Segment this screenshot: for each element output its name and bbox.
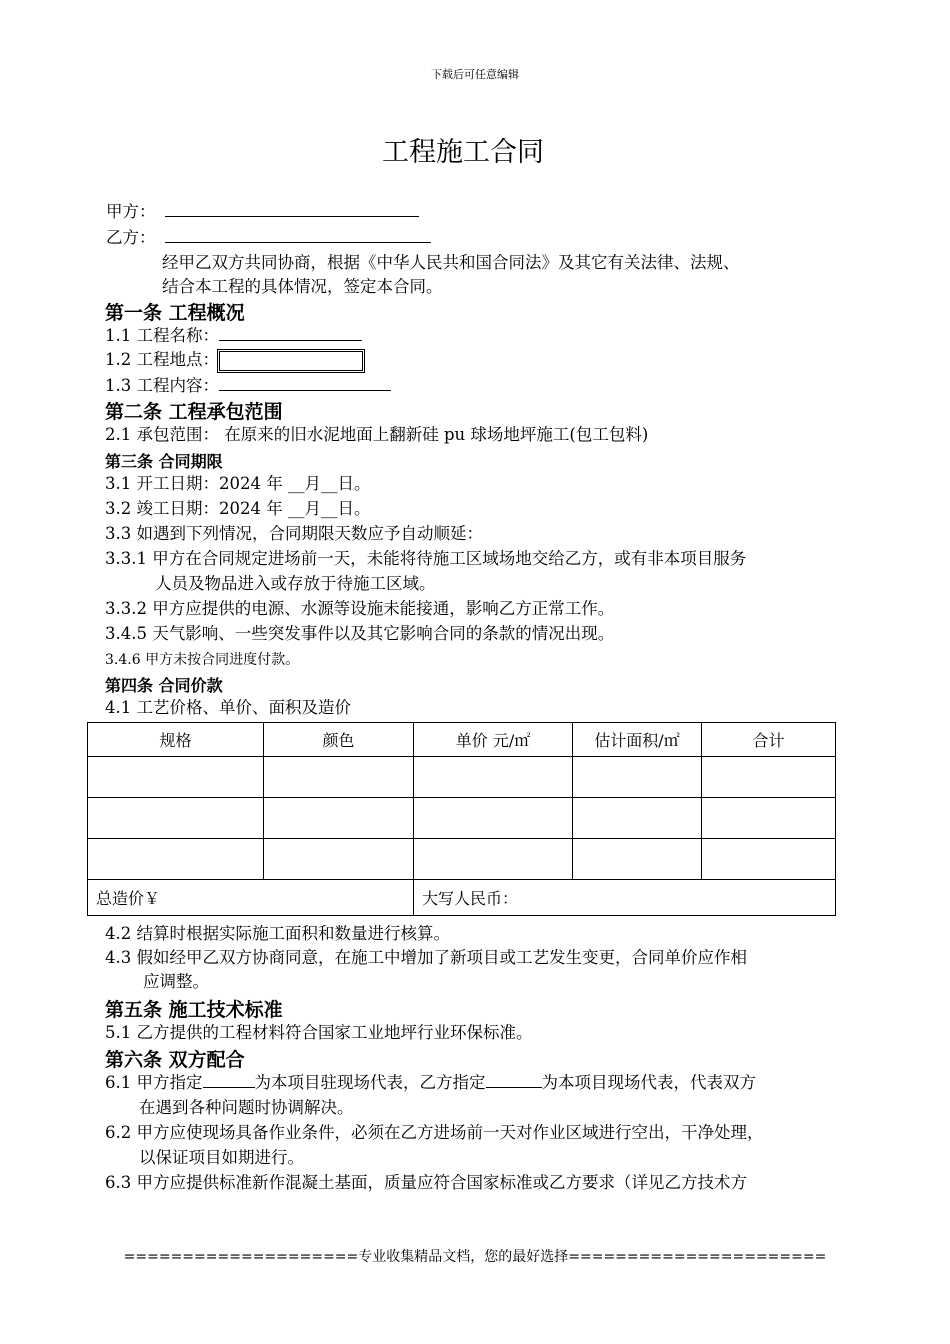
party-b-field[interactable]	[165, 228, 431, 243]
table-cell[interactable]	[573, 757, 702, 798]
table-row	[88, 798, 836, 839]
article-1-heading: 第一条 工程概况	[105, 302, 245, 324]
item-3-3-1a: 3.3.1 甲方在合同规定进场前一天，未能将待施工区域场地交给乙方，或有非本项目服务	[105, 549, 747, 568]
price-table-header-row	[88, 723, 836, 757]
item-6-3a: 6.3 甲方应提供标准新作混凝土基面，质量应符合国家标准或乙方要求（详见乙方技术方	[105, 1173, 747, 1192]
item-6-1-post: 为本项目现场代表，代表双方	[541, 1073, 756, 1092]
price-table-total-row	[88, 880, 836, 916]
project-name-label: 1.1 工程名称：	[105, 326, 219, 345]
table-cell[interactable]	[264, 757, 414, 798]
item-1-3	[105, 374, 391, 398]
footer-banner: ====================专业收集精品文档，您的最好选择======================	[123, 1249, 827, 1265]
party-a-field[interactable]	[165, 202, 419, 217]
item-1-1	[105, 324, 362, 348]
table-cell[interactable]	[702, 757, 836, 798]
intro-line-2: 结合本工程的具体情况，签定本合同。	[162, 277, 443, 296]
table-cell[interactable]	[702, 839, 836, 880]
table-cell[interactable]	[88, 798, 264, 839]
project-content-label: 1.3 工程内容：	[105, 376, 219, 395]
intro-line-1: 经甲乙双方共同协商，根据《中华人民共和国合同法》及其它有关法律、法规、	[162, 253, 740, 272]
table-cell[interactable]	[702, 798, 836, 839]
item-4-3a: 4.3 假如经甲乙双方协商同意，在施工中增加了新项目或工艺发生变更，合同单价应作相	[105, 948, 747, 967]
item-6-1-mid: 为本项目驻现场代表，乙方指定	[254, 1073, 486, 1092]
header-area: 估计面积/㎡	[573, 723, 702, 757]
item-3-3-2: 3.3.2 甲方应提供的电源、水源等设施未能接通，影响乙方正常工作。	[105, 599, 615, 618]
total-price-cell[interactable]: 总造价￥	[88, 880, 414, 916]
table-cell[interactable]	[88, 839, 264, 880]
header-color: 颜色	[264, 723, 414, 757]
item-6-1-pre: 6.1 甲方指定	[105, 1073, 203, 1092]
article-4-heading: 第四条 合同价款	[105, 676, 223, 695]
table-cell[interactable]	[414, 839, 573, 880]
table-cell[interactable]	[264, 798, 414, 839]
item-5-1: 5.1 乙方提供的工程材料符合国家工业地坪行业环保标准。	[105, 1023, 533, 1042]
item-3-2: 3.2 竣工日期：2024 年 __月__日。	[105, 499, 371, 518]
item-6-2b: 以保证项目如期进行。	[139, 1148, 304, 1167]
item-6-1b: 在遇到各种问题时协调解决。	[139, 1098, 354, 1117]
header-total: 合计	[702, 723, 836, 757]
article-6-heading: 第六条 双方配合	[105, 1049, 245, 1071]
article-5-heading: 第五条 施工技术标准	[105, 999, 283, 1021]
price-table	[87, 722, 836, 916]
party-b-rep-field[interactable]	[486, 1072, 542, 1088]
article-2-heading: 第二条 工程承包范围	[105, 401, 283, 423]
project-name-field[interactable]	[219, 324, 362, 341]
table-row	[88, 757, 836, 798]
header-spec: 规格	[88, 723, 264, 757]
table-cell[interactable]	[414, 757, 573, 798]
article-3-heading: 第三条 合同期限	[105, 452, 223, 471]
party-b-label: 乙方：	[106, 228, 156, 247]
table-cell[interactable]	[573, 798, 702, 839]
project-location-label: 1.2 工程地点：	[105, 350, 219, 369]
item-3-3-1b: 人员及物品进入或存放于待施工区域。	[155, 574, 436, 593]
item-6-1	[105, 1071, 756, 1095]
item-4-2: 4.2 结算时根据实际施工面积和数量进行核算。	[105, 924, 450, 943]
item-3-4-6	[105, 647, 299, 672]
project-location-field[interactable]	[219, 351, 363, 371]
item-3-4-6-text: 3.4.6 甲方未按合同进度付款。	[105, 652, 300, 668]
item-1-2	[105, 348, 363, 372]
document-title: 工程施工合同	[382, 137, 544, 168]
project-content-field[interactable]	[219, 374, 391, 391]
party-b-line	[106, 226, 431, 250]
item-4-1: 4.1 工艺价格、单价、面积及造价	[105, 698, 351, 717]
item-3-3: 3.3 如遇到下列情况，合同期限天数应予自动顺延：	[105, 524, 483, 543]
table-cell[interactable]	[88, 757, 264, 798]
item-6-2a: 6.2 甲方应使现场具备作业条件，必须在乙方进场前一天对作业区域进行空出，干净处理，	[105, 1123, 764, 1142]
party-a-rep-field[interactable]	[203, 1072, 255, 1088]
table-cell[interactable]	[264, 839, 414, 880]
table-cell[interactable]	[414, 798, 573, 839]
header-note: 下载后可任意编辑	[431, 68, 519, 81]
item-3-1: 3.1 开工日期：2024 年 __月__日。	[105, 474, 371, 493]
header-unit-price: 单价 元/㎡	[414, 723, 573, 757]
amount-in-words-cell[interactable]: 大写人民币：	[414, 880, 836, 916]
table-cell[interactable]	[573, 839, 702, 880]
table-row	[88, 839, 836, 880]
item-4-3b: 应调整。	[143, 972, 209, 991]
item-2-1: 2.1 承包范围： 在原来的旧水泥地面上翻新硅 pu 球场地坪施工(包工包料)	[105, 425, 649, 444]
item-3-4-5: 3.4.5 天气影响、一些突发事件以及其它影响合同的条款的情况出现。	[105, 624, 615, 643]
party-a-label: 甲方：	[106, 202, 156, 221]
party-a-line	[106, 200, 419, 224]
